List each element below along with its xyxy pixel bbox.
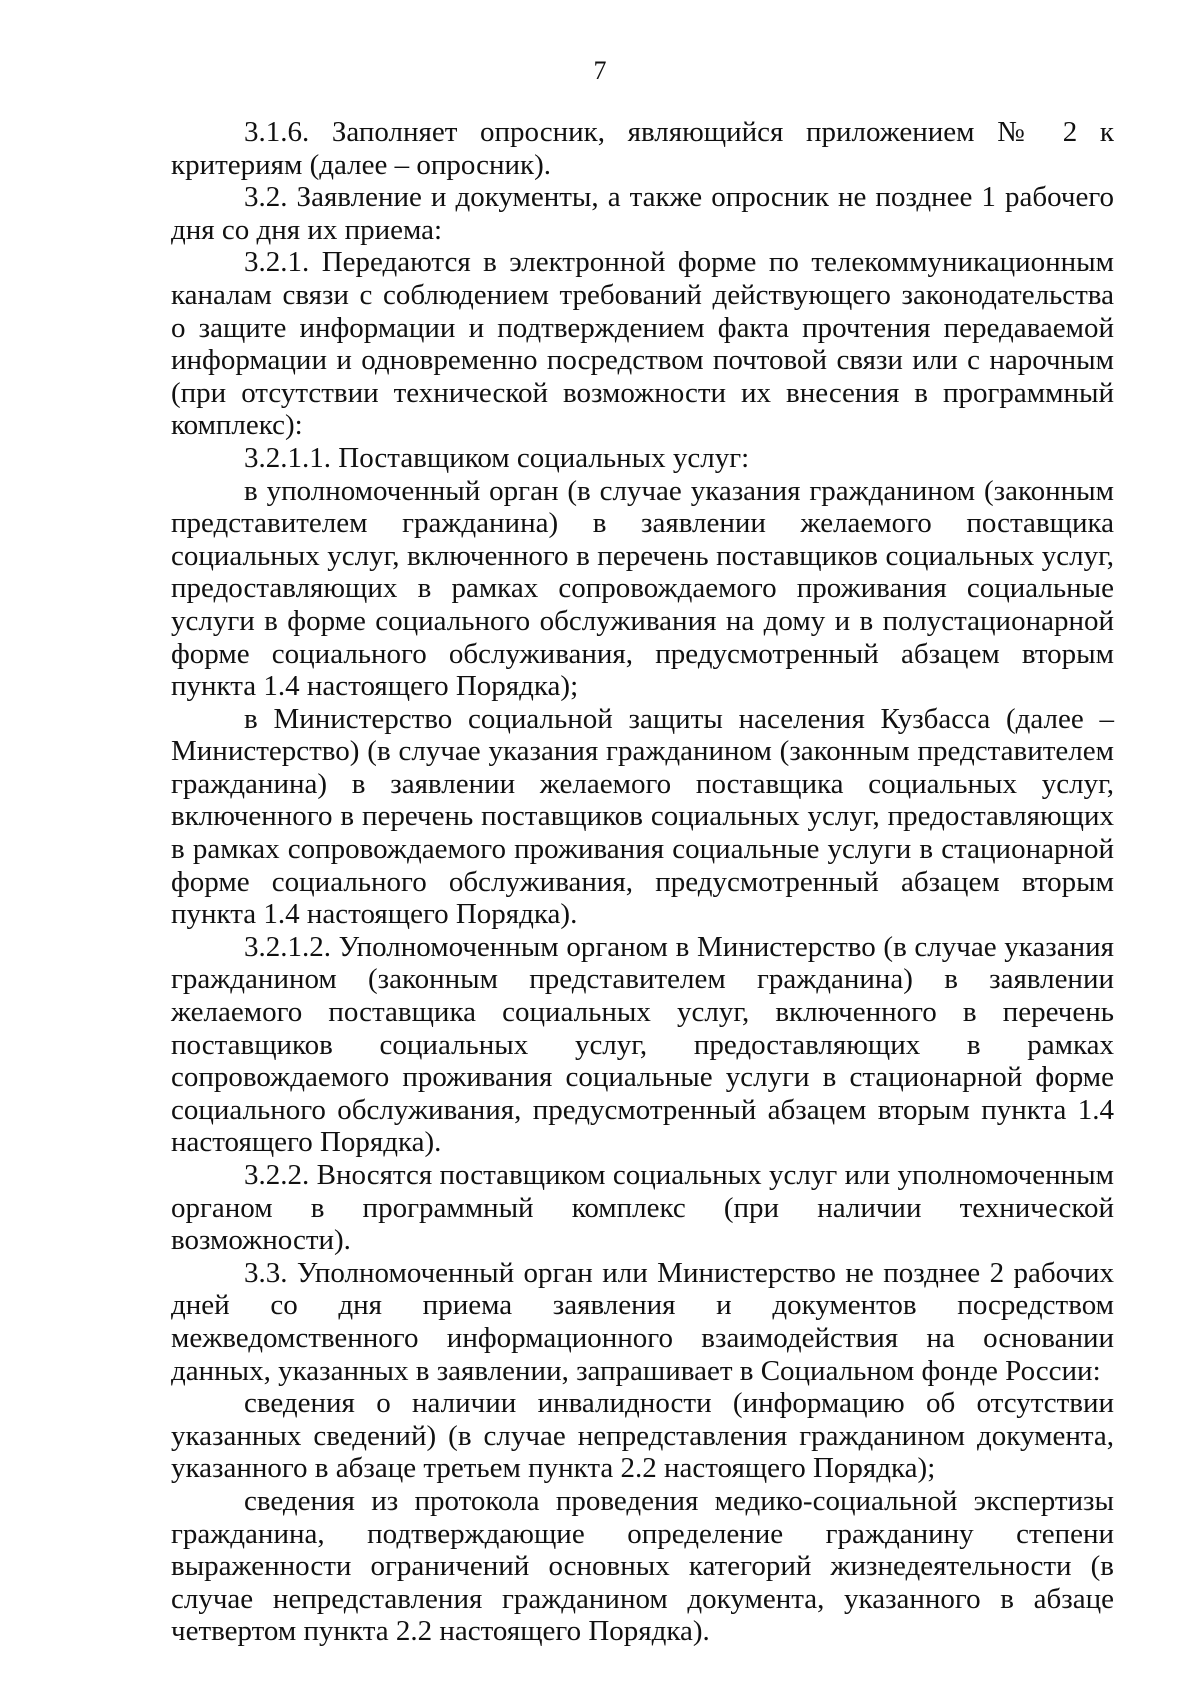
paragraph-disability-info: сведения о наличии инвалидности (информацию об отсутствии указанных сведений) (в случае непредставления гражданином документа, указанного в абзаце третьем пункта 2.2 настоящего Порядка); [171,1387,1114,1485]
page-number: 7 [593,56,607,85]
paragraph-to-ministry: в Министерство социальной защиты населения Кузбасса (далее – Министерство) (в случае указания гражданином (законным представителем гражданина) в заявлении желаемого поставщика социальных услуг, включенного в перечень поставщиков социальных услуг, предоставляющих в рамках сопровождаемого проживания социальные услуги в стационарной форме социального обслуживания, предусмотренный абзацем вторым пункта 1.4 настоящего Порядка). [171,702,1114,931]
paragraph-3-2-1-2: 3.2.1.2. Уполномоченным органом в Министерство (в случае указания гражданином (законным представителем гражданина) в заявлении желаемого поставщика социальных услуг, включенного в перечень поставщиков социальных услуг, предоставляющих в рамках сопровождаемого проживания социальные услуги в стационарной форме социального обслуживания, предусмотренный абзацем вторым пункта 1.4 настоящего Порядка). [171,930,1114,1159]
paragraph-3-2-2: 3.2.2. Вносятся поставщиком социальных услуг или уполномоченным органом в программный комплекс (при наличии технической возможности). [171,1159,1114,1257]
paragraph-3-2-1-1: 3.2.1.1. Поставщиком социальных услуг: [244,441,750,474]
paragraph-mse-protocol: сведения из протокола проведения медико-социальной экспертизы гражданина, подтверждающие определение гражданину степени выраженности ограничений основных категорий жизнедеятельности (в случае непредставления гражданином документа, указанного в абзаце четвертом пункта 2.2 настоящего Порядка). [171,1484,1114,1648]
paragraph-3-1-6: 3.1.6. Заполняет опросник, являющийся приложением № 2 к критериям (далее – опросник). [171,116,1114,181]
paragraph-3-2: 3.2. Заявление и документы, а также опросник не позднее 1 рабочего дня со дня их приема: [171,181,1114,246]
paragraph-3-2-1: 3.2.1. Передаются в электронной форме по телекоммуникационным каналам связи с соблюдением требований действующего законодательства о защите информации и подтверждением факта прочтения передаваемой информации и одновременно посредством почтовой связи или с нарочным (при отсутствии технической возможности их внесения в программный комплекс): [171,246,1114,442]
paragraph-3-3: 3.3. Уполномоченный орган или Министерство не позднее 2 рабочих дней со дня приема заявления и документов посредством межведомственного информационного взаимодействия на основании данных, указанных в заявлении, запрашивает в Социальном фонде России: [171,1256,1114,1387]
document-body [171,116,1114,1648]
paragraph-to-authorized-body: в уполномоченный орган (в случае указания гражданином (законным представителем гражданина) в заявлении желаемого поставщика социальных услуг, включенного в перечень поставщиков социальных услуг, предоставляющих в рамках сопровождаемого проживания социальные услуги в форме социального обслуживания на дому и в полустационарной форме социального обслуживания, предусмотренный абзацем вторым пункта 1.4 настоящего Порядка); [171,474,1114,703]
